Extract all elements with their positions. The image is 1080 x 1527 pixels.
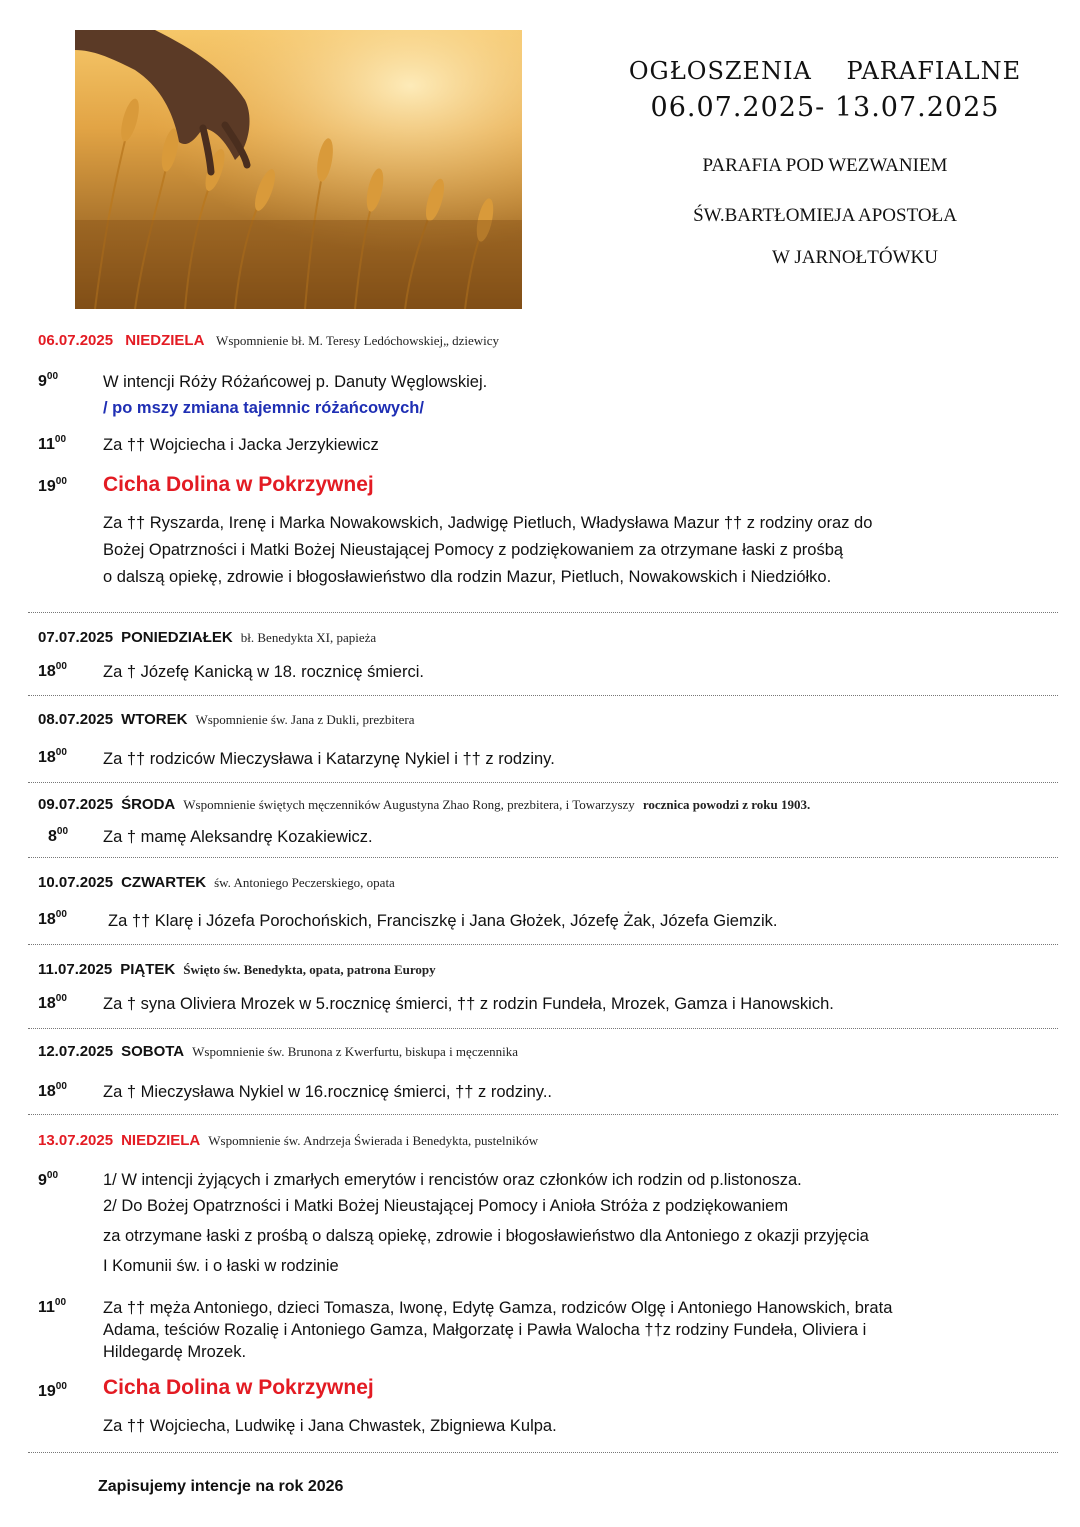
mass-time: $18^{00}$ bbox=[38, 993, 67, 1012]
day-heading: 08.07.2025 WTOREK Wspomnienie św. Jana z Dukli, prezbitera bbox=[38, 711, 415, 728]
day-note: Wspomnienie bł. M. Teresy Ledóchowskiej„ dziewicy bbox=[216, 333, 500, 348]
separator bbox=[28, 782, 1058, 783]
header-photo-wheat-field bbox=[75, 30, 522, 309]
separator bbox=[28, 612, 1058, 613]
day-heading: 07.07.2025 PONIEDZIAŁEK bł. Benedykta XI, papieża bbox=[38, 629, 377, 646]
mass-time: $18^{00}$ bbox=[38, 747, 67, 766]
parish-line-1: PARAFIA POD WEZWANIEM bbox=[702, 155, 948, 176]
mass-time: $18^{00}$ bbox=[38, 1081, 67, 1100]
mass-intention: Za † Józefę Kanicką w 18. rocznicę śmierci. bbox=[103, 663, 424, 681]
mass-intention: Za †† Wojciecha i Jacka Jerzykiewicz bbox=[103, 436, 379, 454]
parish-line-2: ŚW.BARTŁOMIEJA APOSTOŁA bbox=[693, 205, 957, 226]
mass-time: $8^{00}$ bbox=[48, 826, 69, 845]
mass-intention: W intencji Róży Różańcowej p. Danuty Węglowskiej. bbox=[103, 373, 488, 391]
mass-time: $18^{00}$ bbox=[38, 661, 67, 680]
day-name: NIEDZIELA bbox=[125, 332, 204, 349]
announcements-title: OGŁOSZENIA PARAFIALNE bbox=[628, 57, 1022, 85]
mass-time: $9^{00}$ bbox=[38, 1170, 59, 1189]
mass-time: $19^{00}$ bbox=[38, 476, 67, 495]
mass-intention: Za †† męża Antoniego, dzieci Tomasza, Iwonę, Edytę Gamza, rodziców Olgę i Antoniego Hanowskich, brata Adama, teściów Rozalię i Antoniego Gamza, Małgorzatę i Pawła Walocha ††z rodziny Fundeła, Oliviera i Hildegardę Mrozek. bbox=[103, 1299, 893, 1361]
mass-note: / po mszy zmiana tajemnic różańcowych/ bbox=[103, 399, 424, 417]
day-heading: 13.07.2025 NIEDZIELA Wspomnienie św. Andrzeja Świerada i Benedykta, pustelników bbox=[38, 1132, 539, 1149]
footer-note: Zapisujemy intencje na rok 2026 bbox=[98, 1478, 344, 1495]
mass-intention: Za † mamę Aleksandrę Kozakiewicz. bbox=[103, 828, 373, 846]
separator bbox=[28, 857, 1058, 858]
mass-intention: Za †† Wojciecha, Ludwikę i Jana Chwastek, Zbigniewa Kulpa. bbox=[103, 1417, 557, 1435]
mass-intention: Za †† Klarę i Józefa Porochońskich, Franciszkę i Jana Głożek, Józefę Żak, Józefa Giemzik. bbox=[108, 912, 778, 930]
day-date: 06.07.2025 bbox=[38, 332, 114, 349]
mass-location: Cicha Dolina w Pokrzywnej bbox=[103, 1376, 374, 1399]
day-heading: 12.07.2025 SOBOTA Wspomnienie św. Brunona z Kwerfurtu, biskupa i męczennika bbox=[38, 1043, 519, 1060]
mass-time: $11^{00}$ bbox=[38, 434, 67, 453]
day-heading bbox=[38, 332, 499, 349]
day-heading: 11.07.2025 PIĄTEK Święto św. Benedykta, opata, patrona Europy bbox=[38, 961, 436, 978]
separator bbox=[28, 1452, 1058, 1453]
day-heading: 09.07.2025 ŚRODA Wspomnienie świętych męczenników Augustyna Zhao Rong, prezbitera, i Towarzyszy rocznica powodzi z roku 1903. bbox=[38, 796, 811, 813]
separator bbox=[28, 1114, 1058, 1115]
mass-time: $9^{00}$ bbox=[38, 371, 59, 390]
mass-time: $11^{00}$ bbox=[38, 1297, 67, 1316]
separator bbox=[28, 695, 1058, 696]
mass-time: $19^{00}$ bbox=[38, 1381, 67, 1400]
day-heading: 10.07.2025 CZWARTEK św. Antoniego Peczerskiego, opata bbox=[38, 874, 395, 891]
parish-line-3: W JARNOŁTÓWKU bbox=[772, 247, 938, 268]
date-range-title: 06.07.2025- 13.07.2025 bbox=[650, 92, 1000, 123]
mass-intention: Za † Mieczysława Nykiel w 16.rocznicę śmierci, †† z rodziny.. bbox=[103, 1083, 552, 1101]
mass-intention: 1/ W intencji żyjących i zmarłych emerytów i rencistów oraz członków ich rodzin od p.listonosza. 2/ Do Bożej Opatrzności i Matki Bożej Nieustającej Pomocy i Anioła Stróża z podziękowaniem za otrzymane łaski z prośbą o dalszą opiekę, zdrowie i błogosławieństwo dla Antoniego z okazji przyjęcia I Komunii św. i o łaski w rodzinie bbox=[103, 1171, 869, 1275]
mass-time: $18^{00}$ bbox=[38, 909, 67, 928]
mass-location: Cicha Dolina w Pokrzywnej bbox=[103, 473, 374, 496]
mass-intention: Za †† Ryszarda, Irenę i Marka Nowakowskich, Jadwigę Pietluch, Władysława Mazur †† z rodziny oraz do Bożej Opatrzności i Matki Bożej Nieustającej Pomocy z podziękowaniem za otrzymane łaski z prośbą o dalszą opiekę, zdrowie i błogosławieństwo dla rodzin Mazur, Pietluch, Nowakowskich i Niedziółko. bbox=[103, 514, 873, 586]
mass-intention: Za † syna Oliviera Mrozek w 5.rocznicę śmierci, †† z rodzin Fundeła, Mrozek, Gamza i Hanowskich. bbox=[103, 995, 834, 1013]
mass-intention: Za †† rodziców Mieczysława i Katarzynę Nykiel i †† z rodziny. bbox=[103, 750, 555, 768]
separator bbox=[28, 1028, 1058, 1029]
separator bbox=[28, 944, 1058, 945]
